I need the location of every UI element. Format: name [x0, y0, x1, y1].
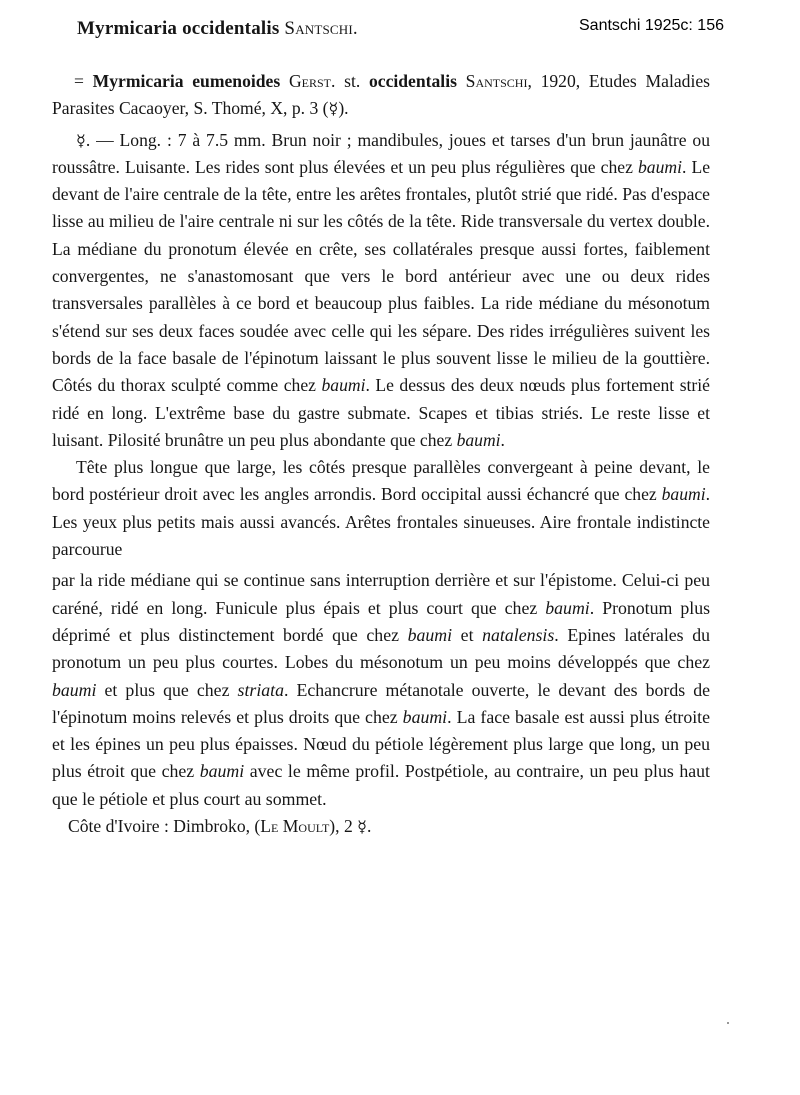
taxon-italic: striata: [237, 679, 284, 700]
species-author: Santschi.: [284, 18, 358, 39]
synonym-subspecies: occidentalis: [368, 71, 457, 91]
synonym-paragraph: = Myrmicaria eumenoides Gerst. st. occidentalis Santschi, 1920, Etudes Maladies Parasites Cacaoyer, S. Thomé, X, p. 3 (☿).: [52, 71, 710, 119]
taxon-italic: baumi: [456, 429, 501, 450]
collector-name: Le Moult: [260, 816, 330, 837]
species-name: Myrmicaria occidentalis: [77, 18, 280, 39]
taxon-italic: baumi: [402, 706, 448, 727]
taxon-italic: baumi: [637, 156, 682, 177]
citation-label: Santschi 1925c: 156: [579, 17, 724, 34]
taxon-italic: natalensis: [482, 624, 555, 645]
taxon-italic: baumi: [52, 679, 97, 700]
worker-symbol-icon: ☿: [357, 817, 367, 837]
description-paragraph-2: Tête plus longue que large, les côtés presque parallèles convergeant à peine devant, le bord postérieur droit avec les angles arrondis. Bord occipital aussi échancré que chez baumi. Les yeux plus petits mais aussi avancés. Arêtes frontales sinueuses. Aire frontale indistincte parcourue: [52, 457, 710, 560]
synonym-author-1: Gerst.: [288, 71, 336, 91]
locality-line: Côte d'Ivoire : Dimbroko, (Le Moult), 2 ☿.: [68, 816, 372, 837]
taxon-italic: baumi: [407, 624, 453, 645]
worker-symbol-icon: ☿: [328, 99, 339, 119]
main-text: [52, 68, 710, 840]
synonym-name: Myrmicaria eumenoides: [92, 71, 281, 91]
taxon-italic: baumi: [321, 375, 366, 396]
synonym-author-2: Santschi: [465, 71, 528, 91]
scan-speck: [727, 1022, 729, 1024]
description-paragraph-1: ☿. — Long. : 7 à 7.5 mm. Brun noir ; mandibules, joues et tarses d'un brun jaunâtre ou roussâtre. Luisante. Les rides sont plus élevées et un peu plus régulières que chez baumi. Le devant de l'aire centrale de la tête, entre les arêtes frontales, plutôt strié que ridé. Pas d'espace lisse au milieu de l'aire centrale ni sur les côtés de la tête. Ride transversale du vertex double. La médiane du pronotum élevée en crête, ses collatérales presque aussi fortes, faiblement convergentes, ne s'anastomosant que vers le bord antérieur avec une ou deux rides transversales parallèles à ce bord et beaucoup plus faibles. La ride médiane du mésonotum s'étend sur ses deux faces soudée avec celle qui les sépare. Des rides irrégulières suivent les bords de la face basale de l'épinotum laissant le plus souvent lisse le milieu de la gouttière. Côtés du thorax sculpté comme chez baumi. Le dessus des deux nœuds plus fortement strié ridé en long. L'extrême base du gastre submate. Scapes et tibias striés. Le reste lisse et luisant. Pilosité brunâtre un peu plus abondante que chez baumi.: [52, 129, 710, 450]
taxon-italic: baumi: [199, 761, 245, 782]
worker-symbol-icon: ☿: [76, 130, 86, 150]
page-header-title: [77, 18, 358, 40]
taxon-italic: baumi: [545, 597, 590, 618]
taxon-italic: baumi: [661, 484, 706, 505]
description-paragraph-3: par la ride médiane qui se continue sans interruption derrière et sur l'épistome. Celui-ci peu caréné, ridé en long. Funicule plus épais et plus court que chez baumi. Pronotum plus déprimé et plus distinctement bordé que chez baumi et natalensis. Epines latérales du pronotum un peu plus courtes. Lobes du mésonotum un peu moins développés que chez baumi et plus que chez striata. Echancrure métanotale ouverte, le devant des bords de l'épinotum moins relevés et plus droits que chez baumi. La face basale est aussi plus étroite et les épines un peu plus épaisses. Nœud du pétiole légèrement plus large que long, un peu plus étroit que chez baumi avec le même profil. Postpétiole, au contraire, un peu plus haut que le pétiole et plus court au sommet.: [52, 570, 710, 809]
synonym-reference: , 1920, Etudes Maladies Parasites Cacaoyer, S. Thomé, X, p. 3 (: [52, 71, 710, 119]
